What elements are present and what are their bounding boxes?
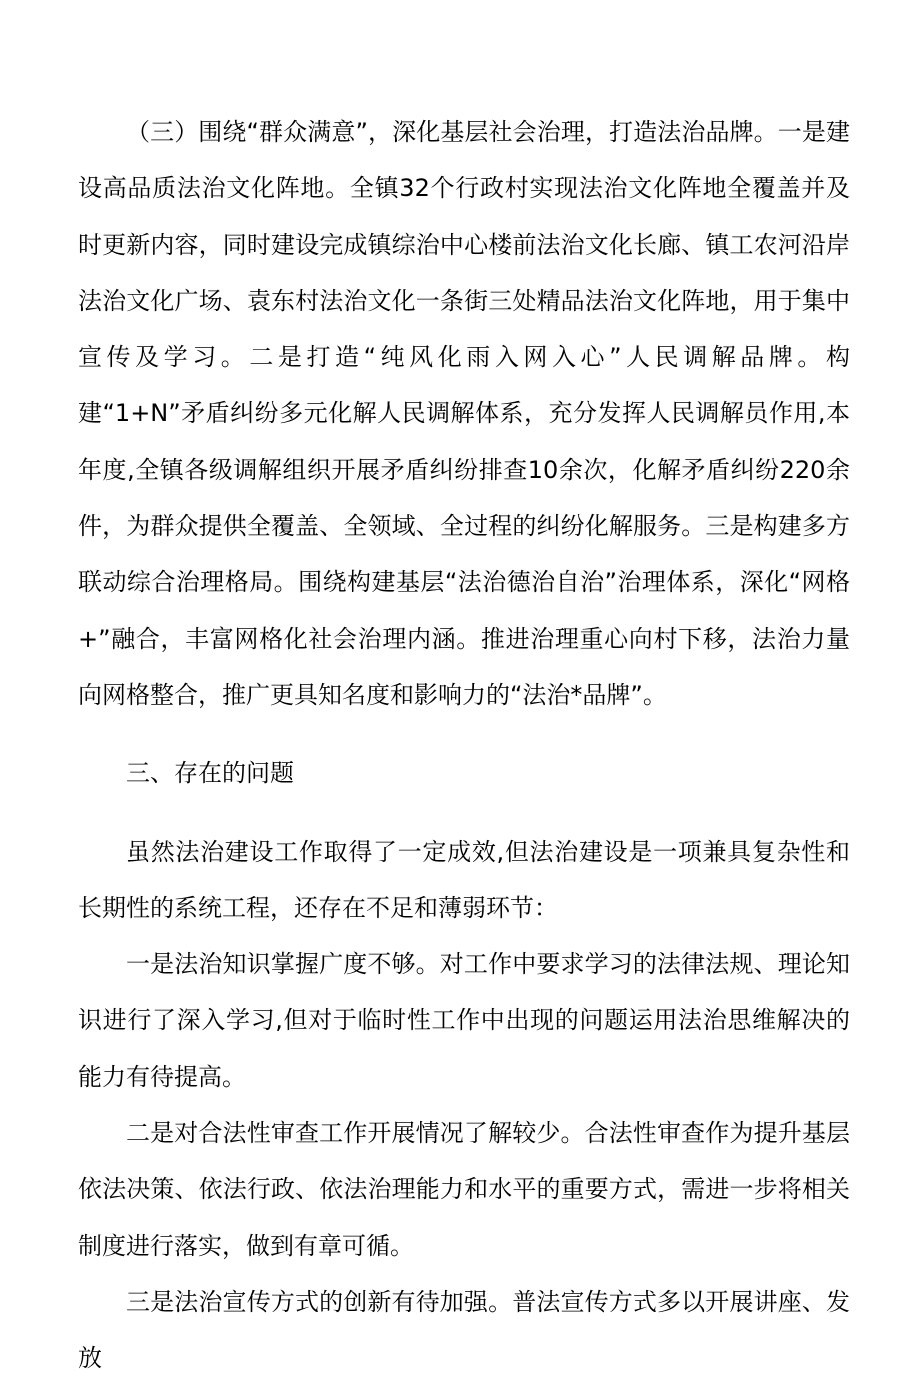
paragraph-problems-intro: 虽然法治建设工作取得了一定成效,但法治建设是一项兼具复杂性和长期性的系统工程，还存在不足和薄弱环节： — [78, 837, 850, 922]
paragraph-rule-of-law-brand: （三）围绕“群众满意”，深化基层社会治理，打造法治品牌。一是建设高品质法治文化阵地。全镇32个行政村实现法治文化阵地全覆盖并及时更新内容，同时建设完成镇综治中心楼前法治文化长廊、镇工农河沿岸法治文化广场、袁东村法治文化一条街三处精品法治文化阵地，用于集中宣传及学习。二是打造“纯风化雨入网入心”人民调解品牌。构建“1+N”矛盾纠纷多元化解人民调解体系，充分发挥人民调解员作用,本年度,全镇各级调解组织开展矛盾纠纷排查10余次，化解矛盾纠纷220余件，为群众提供全覆盖、全领域、全过程的纠纷化解服务。三是构建多方联动综合治理格局。围绕构建基层“法治德治自治”治理体系，深化“网格+”融合，丰富网格化社会治理内涵。推进治理重心向村下移，法治力量向网格整合，推广更具知名度和影响力的“法治*品牌”。 — [78, 118, 850, 709]
paragraph-problem-three: 三是法治宣传方式的创新有待加强。普法宣传方式多以开展讲座、发放 — [78, 1287, 850, 1373]
paragraph-problem-one: 一是法治知识掌握广度不够。对工作中要求学习的法律法规、理论知识进行了深入学习,但对于临时性工作中出现的问题运用法治思维解决的能力有待提高。 — [78, 950, 850, 1091]
document-body — [78, 104, 850, 1387]
paragraph-problem-two: 二是对合法性审查工作开展情况了解较少。合法性审查作为提升基层依法决策、依法行政、依法治理能力和水平的重要方式，需进一步将相关制度进行落实，做到有章可循。 — [78, 1119, 850, 1260]
section-heading-existing-problems: 三、存在的问题 — [126, 759, 294, 788]
